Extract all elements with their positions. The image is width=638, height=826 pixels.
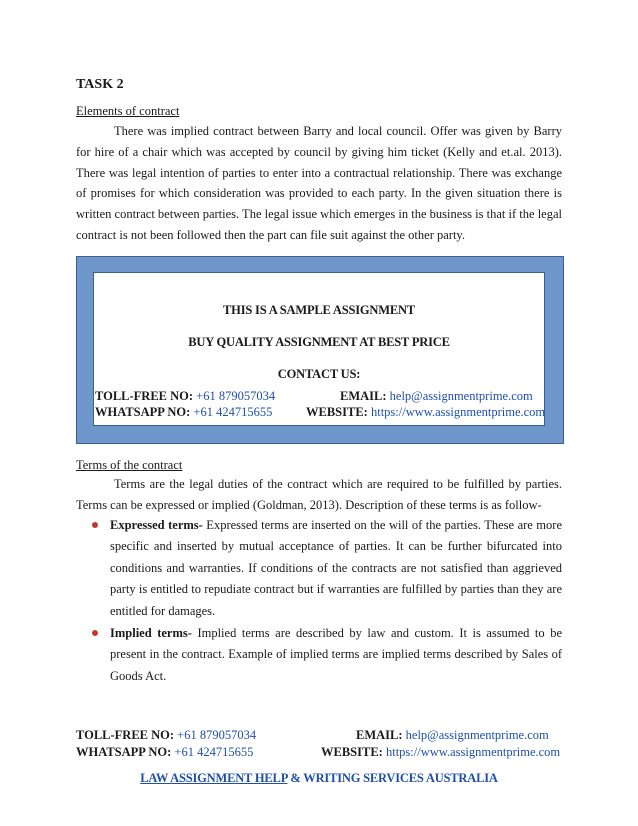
terms-bullet-list bbox=[76, 515, 562, 688]
footer-email bbox=[356, 728, 549, 743]
banner-tollfree-label: TOLL-FREE NO: bbox=[95, 389, 194, 403]
bullet-dot-icon bbox=[92, 522, 98, 528]
footer-website-label: WEBSITE: bbox=[321, 745, 383, 759]
banner-whatsapp-label: WHATSAPP NO: bbox=[95, 405, 191, 419]
footer-title-link[interactable]: LAW ASSIGNMENT HELP bbox=[140, 771, 288, 785]
footer-tollfree bbox=[76, 728, 256, 743]
banner-email bbox=[340, 389, 533, 404]
footer-email-link[interactable]: help@assignmentprime.com bbox=[405, 728, 549, 742]
bullet-text: Expressed terms are inserted on the will of the parties. These are more specific and inserted by mutual acceptance of parties. It can be further bifurcated into conditions and warranties. If conditions of the contracts are not satisfied than aggrieved party is entitled to repudiate contract but if warranties are fulfilled by parties than they are entitled for damages. bbox=[110, 518, 562, 618]
list-item bbox=[76, 515, 562, 622]
footer-website-link[interactable]: https://www.assignmentprime.com bbox=[385, 745, 561, 759]
bullet-dot-icon bbox=[92, 630, 98, 636]
list-item bbox=[76, 623, 562, 687]
footer-whatsapp-value[interactable]: +61 424715655 bbox=[174, 745, 254, 759]
banner-line-contact: CONTACT US: bbox=[277, 367, 361, 381]
banner-email-link[interactable]: help@assignmentprime.com bbox=[389, 389, 533, 403]
elements-paragraph: There was implied contract between Barry and local council. Offer was given by Barry for hire of a chair which was accepted by council by giving him ticket (Kelly and et.al. 2013). There was legal intention of parties to enter into a contractual relationship. There was exchange of promises for which consideration was provided to each party. In the given situation there is written contract between parties. The legal issue which emerges in the business is that if the legal contract is not been followed then the part can file suit against the other party. bbox=[76, 124, 562, 242]
banner-line-buy: BUY QUALITY ASSIGNMENT AT BEST PRICE bbox=[188, 335, 450, 349]
banner-tollfree bbox=[95, 389, 275, 404]
banner-website-label: WEBSITE: bbox=[306, 405, 368, 419]
footer-email-label: EMAIL: bbox=[356, 728, 403, 742]
sample-assignment-banner bbox=[76, 256, 564, 444]
banner-website bbox=[306, 405, 545, 420]
task-title: TASK 2 bbox=[76, 77, 124, 92]
footer-tollfree-label: TOLL-FREE NO: bbox=[76, 728, 175, 742]
section-heading-terms: Terms of the contract bbox=[76, 458, 183, 472]
footer-website bbox=[321, 745, 560, 760]
terms-paragraph: Terms are the legal duties of the contract which are required to be fulfilled by parties. Terms can be expressed or implied (Goldman, 2013). Description of these terms is as follow- bbox=[76, 477, 562, 512]
banner-whatsapp-value[interactable]: +61 424715655 bbox=[193, 405, 273, 419]
footer-company-title bbox=[0, 771, 638, 786]
bullet-text: Implied terms are described by law and custom. It is assumed to be present in the contract. Example of implied terms are implied terms described by Sales of Goods Act. bbox=[110, 626, 562, 683]
footer-whatsapp bbox=[76, 745, 253, 760]
banner-content-box bbox=[93, 272, 545, 426]
banner-tollfree-value[interactable]: +61 879057034 bbox=[196, 389, 276, 403]
banner-whatsapp bbox=[95, 405, 272, 420]
banner-email-label: EMAIL: bbox=[340, 389, 387, 403]
footer-title-rest: & WRITING SERVICES AUSTRALIA bbox=[287, 771, 498, 785]
footer-whatsapp-label: WHATSAPP NO: bbox=[76, 745, 172, 759]
banner-website-link[interactable]: https://www.assignmentprime.com bbox=[370, 405, 546, 419]
bullet-term: Implied terms- bbox=[110, 626, 192, 641]
banner-line-sample: THIS IS A SAMPLE ASSIGNMENT bbox=[223, 303, 415, 317]
bullet-term: Expressed terms- bbox=[110, 518, 203, 532]
footer-tollfree-value[interactable]: +61 879057034 bbox=[177, 728, 257, 742]
section-heading-elements: Elements of contract bbox=[76, 104, 180, 118]
